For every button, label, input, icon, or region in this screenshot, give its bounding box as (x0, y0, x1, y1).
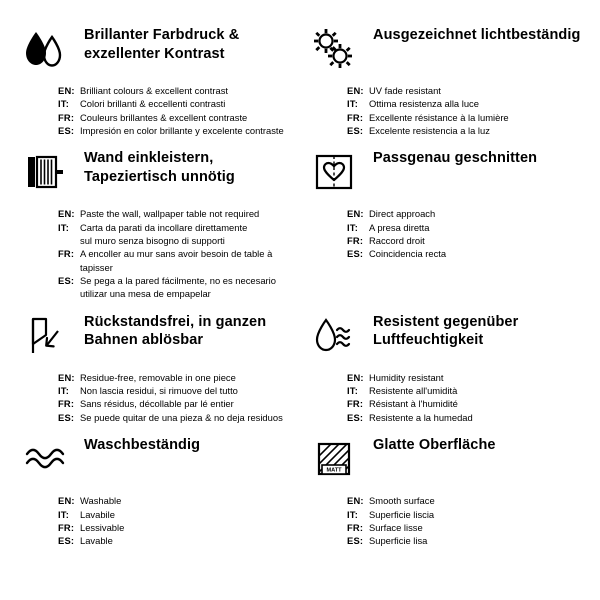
lang-code: EN: (58, 371, 75, 383)
lang-code: IT: (58, 385, 70, 397)
lang-code: IT: (58, 98, 70, 110)
lang-text: Colori brillanti & eccellenti contrasti (80, 98, 226, 110)
lang-code: IT: (347, 508, 359, 520)
lang-text: Résistant à l'humidité (369, 398, 458, 410)
lang-code: EN: (347, 85, 364, 96)
feature-translations (18, 371, 293, 424)
lang-code: FR: (58, 248, 75, 260)
lang-code: ES: (347, 125, 364, 137)
lang-text: Direct approach (369, 208, 436, 220)
lang-row (347, 521, 582, 534)
feature-translations (18, 494, 293, 547)
lang-text: Se puede quitar de una pieza & no deja residuos (80, 411, 283, 423)
lang-row (58, 508, 293, 521)
feature-translations (307, 207, 582, 260)
lang-code: ES: (347, 411, 364, 423)
feature-precise-fit (303, 145, 586, 300)
feature-title: Ausgezeichnet lichtbeständig (373, 27, 581, 43)
lang-text: Excellente résistance à la lumière (369, 111, 509, 123)
lang-text: Resistente a la humedad (369, 411, 473, 423)
feature-header (307, 22, 582, 76)
matt-hatch-icon (307, 432, 361, 486)
lang-row (58, 111, 293, 124)
lang-code: IT: (58, 221, 70, 233)
lang-text: Impresión en color brillante y excelente contraste (80, 125, 284, 137)
lang-text: Ottima resistenza alla luce (369, 98, 479, 110)
lang-text-continuation: utilizar una mesa de empapelar (80, 288, 211, 300)
lang-text: Sans résidus, décollable par lé entier (80, 398, 234, 410)
lang-code: EN: (347, 371, 364, 383)
lang-row (58, 534, 293, 547)
feature-title: Rückstandsfrei, in ganzen Bahnen ablösbar (84, 313, 267, 349)
droplet-waves-icon (307, 309, 361, 363)
feature-washable (14, 432, 297, 547)
lang-row (347, 371, 582, 384)
lang-code: IT: (58, 508, 70, 520)
feature-title: Resistent gegenüber Luftfeuchtigkeit (373, 313, 519, 349)
lang-row (347, 397, 582, 410)
lang-text (80, 221, 293, 248)
lang-text: A presa diretta (369, 221, 430, 233)
lang-code: EN: (58, 208, 75, 220)
lang-row (58, 124, 293, 137)
lang-text: Surface lisse (369, 521, 423, 533)
lang-row (347, 207, 582, 220)
svg-text:MATT: MATT (326, 467, 342, 474)
lang-code: EN: (58, 85, 75, 96)
feature-translations (307, 371, 582, 424)
lang-text: Washable (80, 495, 122, 507)
lang-row (347, 384, 582, 397)
feature-translations (18, 84, 293, 137)
lang-code: ES: (58, 275, 75, 287)
lang-text: A encoller au mur sans avoir besoin de table à tapisser (80, 248, 273, 273)
feature-header (18, 309, 293, 363)
lang-row (347, 97, 582, 110)
lang-text: Smooth surface (369, 495, 435, 507)
feature-header (307, 309, 582, 363)
paint-roller-icon (18, 145, 72, 199)
lang-row (347, 124, 582, 137)
lang-row (347, 494, 582, 507)
lang-text: Lavabile (80, 508, 115, 520)
lang-text: Superficie liscia (369, 508, 435, 520)
lang-code: EN: (347, 208, 364, 220)
feature-paste-the-wall (14, 145, 297, 300)
feature-header (307, 432, 582, 486)
lang-code: IT: (347, 385, 359, 397)
lang-text-line: Carta da parati da incollare direttamente (80, 221, 248, 233)
feature-translations (18, 207, 293, 300)
lang-text-continuation: sul muro senza bisogno di supporti (80, 235, 225, 247)
lang-row (347, 508, 582, 521)
feature-title: Waschbeständig (84, 437, 201, 454)
lang-row (58, 247, 293, 274)
lang-code: EN: (58, 495, 75, 507)
lang-row (58, 97, 293, 110)
lang-text: Coincidencia recta (369, 248, 447, 260)
sun-gears-icon (307, 22, 361, 76)
lang-text: UV fade resistant (369, 85, 441, 96)
lang-row (58, 84, 293, 97)
lang-text: Non lascia residui, si rimuove del tutto (80, 385, 238, 397)
feature-title: Passgenau geschnitten (373, 150, 538, 167)
lang-row (347, 234, 582, 247)
droplets-icon (18, 22, 72, 76)
lang-code: FR: (347, 235, 364, 247)
lang-text: Brilliant colours & excellent contrast (80, 85, 228, 96)
lang-row (58, 207, 293, 220)
lang-text: Paste the wall, wallpaper table not required (80, 208, 260, 220)
lang-row (58, 371, 293, 384)
feature-title: Glatte Oberfläche (373, 437, 496, 454)
feature-residue-free (14, 309, 297, 424)
feature-header (18, 432, 293, 486)
lang-text-line: Se pega a la pared fácilmente, no es necesario (80, 275, 276, 287)
lang-row (347, 111, 582, 124)
lang-code: FR: (58, 521, 75, 533)
lang-text: Lessivable (80, 521, 125, 533)
lang-text: Residue-free, removable in one piece (80, 371, 236, 383)
lang-row (347, 247, 582, 260)
lang-row (58, 274, 293, 301)
lang-code: IT: (347, 221, 359, 233)
lang-code: FR: (347, 398, 364, 410)
lang-code: FR: (347, 111, 364, 123)
lang-code: FR: (347, 521, 364, 533)
lang-text: Raccord droit (369, 235, 425, 247)
feature-brilliant-print (14, 22, 297, 137)
lang-text (80, 274, 293, 301)
feature-smooth-surface (303, 432, 586, 547)
lang-text: Couleurs brillantes & excellent contraste (80, 111, 248, 123)
lang-code: IT: (347, 98, 359, 110)
lang-code: ES: (58, 125, 75, 137)
feature-lightfast (303, 22, 586, 137)
feature-grid (14, 22, 586, 548)
lang-row (58, 221, 293, 248)
feature-translations (307, 494, 582, 547)
feature-header (18, 145, 293, 199)
feature-header (307, 145, 582, 199)
lang-row (58, 494, 293, 507)
lang-text: Resistente all'umidità (369, 385, 458, 397)
waves-icon (18, 432, 72, 486)
feature-translations (307, 84, 582, 137)
lang-code: FR: (58, 111, 75, 123)
feature-title: Wand einkleistern, Tapeziertisch unnötig (84, 150, 235, 185)
lang-row (347, 221, 582, 234)
lang-text: Humidity resistant (369, 371, 444, 383)
lang-row (347, 411, 582, 424)
lang-row (347, 534, 582, 547)
peel-off-icon (18, 309, 72, 363)
feature-humidity-resistant (303, 309, 586, 424)
heart-arrows-icon (307, 145, 361, 199)
lang-code: EN: (347, 495, 364, 507)
lang-code: FR: (58, 398, 75, 410)
feature-header (18, 22, 293, 76)
lang-code: ES: (58, 535, 75, 547)
lang-row (58, 384, 293, 397)
lang-code: ES: (58, 411, 75, 423)
lang-text: Superficie lisa (369, 535, 428, 547)
feature-title: Brillanter Farbdruck & exzellenter Kontrast (84, 27, 240, 62)
lang-code: ES: (347, 535, 364, 547)
lang-row (58, 397, 293, 410)
lang-text: Excelente resistencia a la luz (369, 125, 490, 137)
lang-code: ES: (347, 248, 364, 260)
lang-row (58, 411, 293, 424)
lang-row (58, 521, 293, 534)
lang-text: Lavable (80, 535, 113, 547)
lang-row (347, 84, 582, 97)
